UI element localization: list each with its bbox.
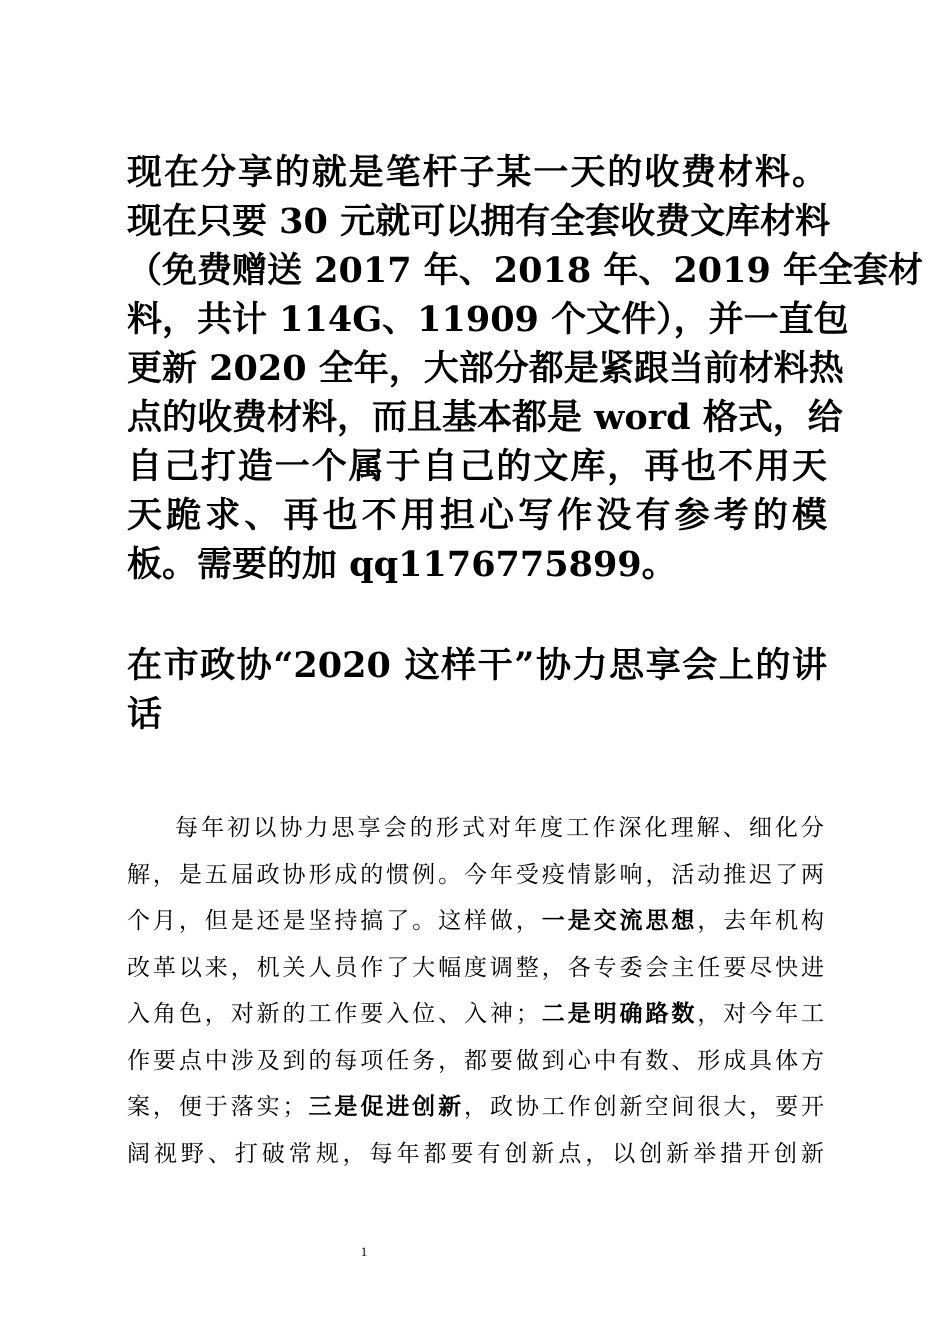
body-text-run: 案，便于落实； <box>127 1094 307 1120</box>
body-line <box>127 898 825 945</box>
body-line: 解，是五届政协形成的惯例。今年受疫情影响，活动推迟了两 <box>127 861 825 888</box>
body-text-run: 入角色，对新的工作要入位、入神； <box>127 1001 540 1027</box>
promo-line: 料，共计 114G、11909 个文件），并一直包 <box>127 299 849 340</box>
promo-paragraph <box>127 148 923 589</box>
body-line <box>127 1084 825 1131</box>
body-line <box>127 991 825 1038</box>
emphasis-point-two: 二是明确路数 <box>539 1000 698 1027</box>
emphasis-point-one: 一是交流思想 <box>541 907 698 934</box>
body-text-run: ，政协工作创新空间很大，要开 <box>464 1094 826 1120</box>
body-line: 作要点中涉及到的每项任务，都要做到心中有数、形成具体方 <box>127 1047 825 1074</box>
body-text-run: ，去年机构 <box>697 908 826 934</box>
body-text-run: 个月，但是还是坚持搞了。这样做， <box>127 908 542 934</box>
speech-body <box>127 805 825 1177</box>
promo-line: 板。需要的加 qq1176775899。 <box>127 544 677 585</box>
promo-line: 天跪求、再也不用担心写作没有参考的模 <box>127 495 827 536</box>
body-line: 阔视野、打破常规，每年都要有创新点，以创新举措开创新 <box>127 1140 825 1167</box>
promo-line: 现在分享的就是笔杆子某一天的收费材料。 <box>127 152 827 193</box>
promo-line: 点的收费材料，而且基本都是 word 格式，给 <box>127 397 843 438</box>
promo-line: （免费赠送 2017 年、2018 年、2019 年全套材 <box>127 250 923 291</box>
page-number: 1 <box>360 1244 368 1259</box>
speech-title-line: 话 <box>127 694 163 735</box>
promo-line: 更新 2020 全年，大部分都是紧跟当前材料热 <box>127 348 844 389</box>
emphasis-point-three: 三是促进创新 <box>306 1093 465 1120</box>
promo-line: 自己打造一个属于自己的文库，再也不用天 <box>127 446 827 487</box>
body-line: 每年初以协力思享会的形式对年度工作深化理解、细化分 <box>175 815 825 841</box>
body-line: 改革以来，机关人员作了大幅度调整，各专委会主任要尽快进 <box>127 954 825 981</box>
speech-title-line: 在市政协“2020 这样干”协力思享会上的讲 <box>127 645 827 686</box>
speech-title <box>127 641 827 739</box>
promo-line: 现在只要 30 元就可以拥有全套收费文库材料 <box>127 201 831 242</box>
body-text-run: ，对今年工 <box>697 1001 826 1027</box>
